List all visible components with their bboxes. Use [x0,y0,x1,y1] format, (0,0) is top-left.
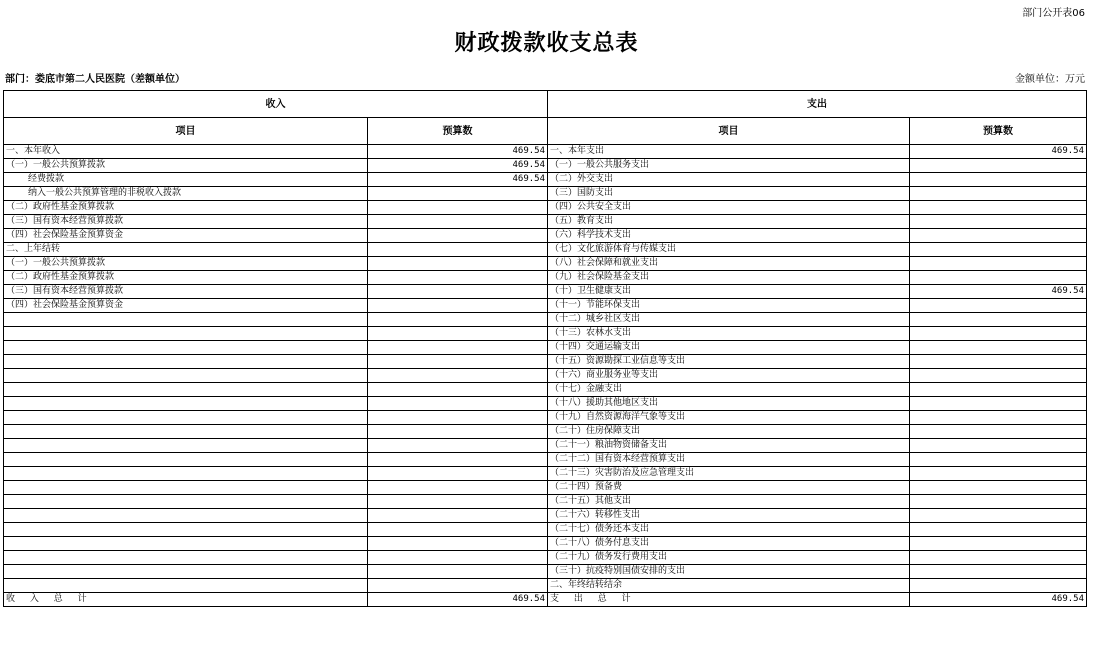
expense-item-cell: （二）外交支出 [548,173,910,187]
income-amount-cell [368,215,548,229]
income-item-cell: （四）社会保险基金预算资金 [4,229,368,243]
table-row [4,271,1087,285]
expense-amount-cell [910,439,1087,453]
expense-amount-cell [910,313,1087,327]
expense-amount-cell [910,369,1087,383]
expense-item-cell: （六）科学技术支出 [548,229,910,243]
income-item-cell [4,411,368,425]
table-row [4,285,1087,299]
table-row [4,187,1087,201]
income-amount-cell [368,187,548,201]
expense-amount-cell [910,187,1087,201]
expense-amount-cell [910,565,1087,579]
income-item-cell [4,481,368,495]
income-amount-cell [368,271,548,285]
expense-amount-cell [910,159,1087,173]
expense-item-cell: （二十二）国有资本经营预算支出 [548,453,910,467]
expense-amount-cell [910,327,1087,341]
table-row [4,201,1087,215]
page-title: 财政拨款收支总表 [454,30,639,56]
income-amount-cell [368,537,548,551]
expense-item-cell: （七）文化旅游体育与传媒支出 [548,243,910,257]
expense-budget-header: 预算数 [910,118,1087,145]
income-total-amount: 469.54 [368,593,548,607]
income-item-cell [4,551,368,565]
expense-amount-cell [910,453,1087,467]
expense-item-cell: （五）教育支出 [548,215,910,229]
income-amount-cell [368,299,548,313]
income-amount-cell [368,229,548,243]
table-row [4,523,1087,537]
table-row [4,145,1087,159]
table-row [4,299,1087,313]
income-item-cell [4,383,368,397]
expense-item-header: 项目 [548,118,910,145]
expense-amount-cell [910,425,1087,439]
form-number: 部门公开表06 [1022,8,1085,19]
income-header: 收入 [4,91,548,118]
income-amount-cell [368,327,548,341]
expense-amount-cell: 469.54 [910,285,1087,299]
expense-item-cell: （八）社会保障和就业支出 [548,257,910,271]
expense-amount-cell [910,551,1087,565]
income-amount-cell [368,257,548,271]
table-row [4,509,1087,523]
column-header-row [4,118,1087,145]
table-row [4,383,1087,397]
income-item-cell [4,467,368,481]
income-amount-cell [368,495,548,509]
income-amount-cell [368,453,548,467]
income-item-cell [4,313,368,327]
income-amount-cell [368,341,548,355]
expense-item-cell: （十八）援助其他地区支出 [548,397,910,411]
income-item-cell [4,327,368,341]
income-amount-cell [368,355,548,369]
income-item-cell [4,565,368,579]
table-row [4,341,1087,355]
budget-summary-table [3,90,1087,607]
income-amount-cell [368,243,548,257]
expense-amount-cell [910,257,1087,271]
table-row [4,537,1087,551]
expense-amount-cell [910,523,1087,537]
table-row [4,243,1087,257]
expense-amount-cell [910,243,1087,257]
department-label: 部门：娄底市第二人民医院（差额单位） [5,74,185,85]
income-item-cell: （一）一般公共预算拨款 [4,257,368,271]
income-item-cell: （二）政府性基金预算拨款 [4,201,368,215]
income-amount-cell [368,579,548,593]
income-amount-cell [368,313,548,327]
expense-item-cell: （十一）节能环保支出 [548,299,910,313]
expense-item-cell: 一、本年支出 [548,145,910,159]
income-item-cell: （三）国有资本经营预算拨款 [4,285,368,299]
expense-amount-cell: 469.54 [910,145,1087,159]
income-item-cell: 二、上年结转 [4,243,368,257]
income-amount-cell [368,397,548,411]
income-amount-cell [368,439,548,453]
expense-item-cell: （四）公共安全支出 [548,201,910,215]
expense-item-cell: （十七）金融支出 [548,383,910,397]
income-item-cell [4,453,368,467]
table-row [4,397,1087,411]
income-item-cell: 经费拨款 [4,173,368,187]
expense-amount-cell [910,341,1087,355]
income-budget-header: 预算数 [368,118,548,145]
table-row [4,355,1087,369]
expense-item-cell: （二十）住房保障支出 [548,425,910,439]
table-row [4,579,1087,593]
table-row [4,173,1087,187]
expense-item-cell: 二、年终结转结余 [548,579,910,593]
expense-amount-cell [910,467,1087,481]
expense-amount-cell [910,271,1087,285]
expense-amount-cell [910,299,1087,313]
expense-item-cell: （二十一）粮油物资储备支出 [548,439,910,453]
expense-amount-cell [910,173,1087,187]
expense-item-cell: （二十七）债务还本支出 [548,523,910,537]
income-amount-cell: 469.54 [368,145,548,159]
table-row [4,495,1087,509]
table-row [4,425,1087,439]
expense-item-cell: （二十六）转移性支出 [548,509,910,523]
table-row [4,481,1087,495]
section-header-row [4,91,1087,118]
income-amount-cell [368,425,548,439]
expense-amount-cell [910,201,1087,215]
expense-amount-cell [910,383,1087,397]
expense-amount-cell [910,579,1087,593]
expense-item-cell: （一）一般公共服务支出 [548,159,910,173]
income-item-cell [4,537,368,551]
income-amount-cell: 469.54 [368,173,548,187]
expense-header: 支出 [548,91,1087,118]
expense-amount-cell [910,509,1087,523]
unit-label: 金额单位：万元 [1015,74,1085,85]
expense-item-cell: （二十四）预备费 [548,481,910,495]
expense-amount-cell [910,411,1087,425]
income-amount-cell [368,551,548,565]
table-row [4,467,1087,481]
table-row [4,313,1087,327]
expense-amount-cell [910,397,1087,411]
income-item-cell: 一、本年收入 [4,145,368,159]
expense-amount-cell [910,355,1087,369]
table-row [4,551,1087,565]
expense-total-label: 支 出 总 计 [548,593,910,607]
income-item-cell [4,579,368,593]
income-amount-cell [368,481,548,495]
expense-amount-cell [910,481,1087,495]
income-item-cell [4,355,368,369]
expense-item-cell: （二十五）其他支出 [548,495,910,509]
expense-total-amount: 469.54 [910,593,1087,607]
income-item-cell: 纳入一般公共预算管理的非税收入拨款 [4,187,368,201]
expense-amount-cell [910,215,1087,229]
table-row [4,439,1087,453]
table-row [4,369,1087,383]
income-item-cell [4,369,368,383]
income-amount-cell [368,509,548,523]
expense-item-cell: （九）社会保险基金支出 [548,271,910,285]
table-row [4,257,1087,271]
income-amount-cell [368,411,548,425]
table-row [4,411,1087,425]
income-item-cell [4,523,368,537]
expense-item-cell: （十三）农林水支出 [548,327,910,341]
income-amount-cell [368,565,548,579]
income-item-cell [4,495,368,509]
expense-amount-cell [910,537,1087,551]
income-amount-cell [368,523,548,537]
table-row [4,327,1087,341]
expense-item-cell: （十六）商业服务业等支出 [548,369,910,383]
expense-item-cell: （二十三）灾害防治及应急管理支出 [548,467,910,481]
table-row [4,215,1087,229]
income-amount-cell [368,201,548,215]
table-row [4,453,1087,467]
expense-amount-cell [910,229,1087,243]
table-row [4,565,1087,579]
table-row [4,229,1087,243]
income-item-cell: （四）社会保险基金预算资金 [4,299,368,313]
income-item-cell: （三）国有资本经营预算拨款 [4,215,368,229]
income-item-cell: （一）一般公共预算拨款 [4,159,368,173]
income-item-cell [4,439,368,453]
expense-item-cell: （十九）自然资源海洋气象等支出 [548,411,910,425]
income-item-cell [4,425,368,439]
expense-amount-cell [910,495,1087,509]
income-total-label: 收 入 总 计 [4,593,368,607]
income-amount-cell [368,369,548,383]
expense-item-cell: （三十）抗疫特别国债安排的支出 [548,565,910,579]
income-item-cell: （二）政府性基金预算拨款 [4,271,368,285]
expense-item-cell: （十四）交通运输支出 [548,341,910,355]
income-item-header: 项目 [4,118,368,145]
income-amount-cell [368,467,548,481]
income-item-cell [4,397,368,411]
expense-item-cell: （十）卫生健康支出 [548,285,910,299]
income-amount-cell [368,285,548,299]
expense-item-cell: （二十九）债务发行费用支出 [548,551,910,565]
expense-item-cell: （十五）资源勘探工业信息等支出 [548,355,910,369]
expense-item-cell: （二十八）债务付息支出 [548,537,910,551]
table-row [4,159,1087,173]
expense-item-cell: （三）国防支出 [548,187,910,201]
expense-item-cell: （十二）城乡社区支出 [548,313,910,327]
income-item-cell [4,341,368,355]
income-amount-cell [368,383,548,397]
total-row [4,593,1087,607]
income-item-cell [4,509,368,523]
income-amount-cell: 469.54 [368,159,548,173]
